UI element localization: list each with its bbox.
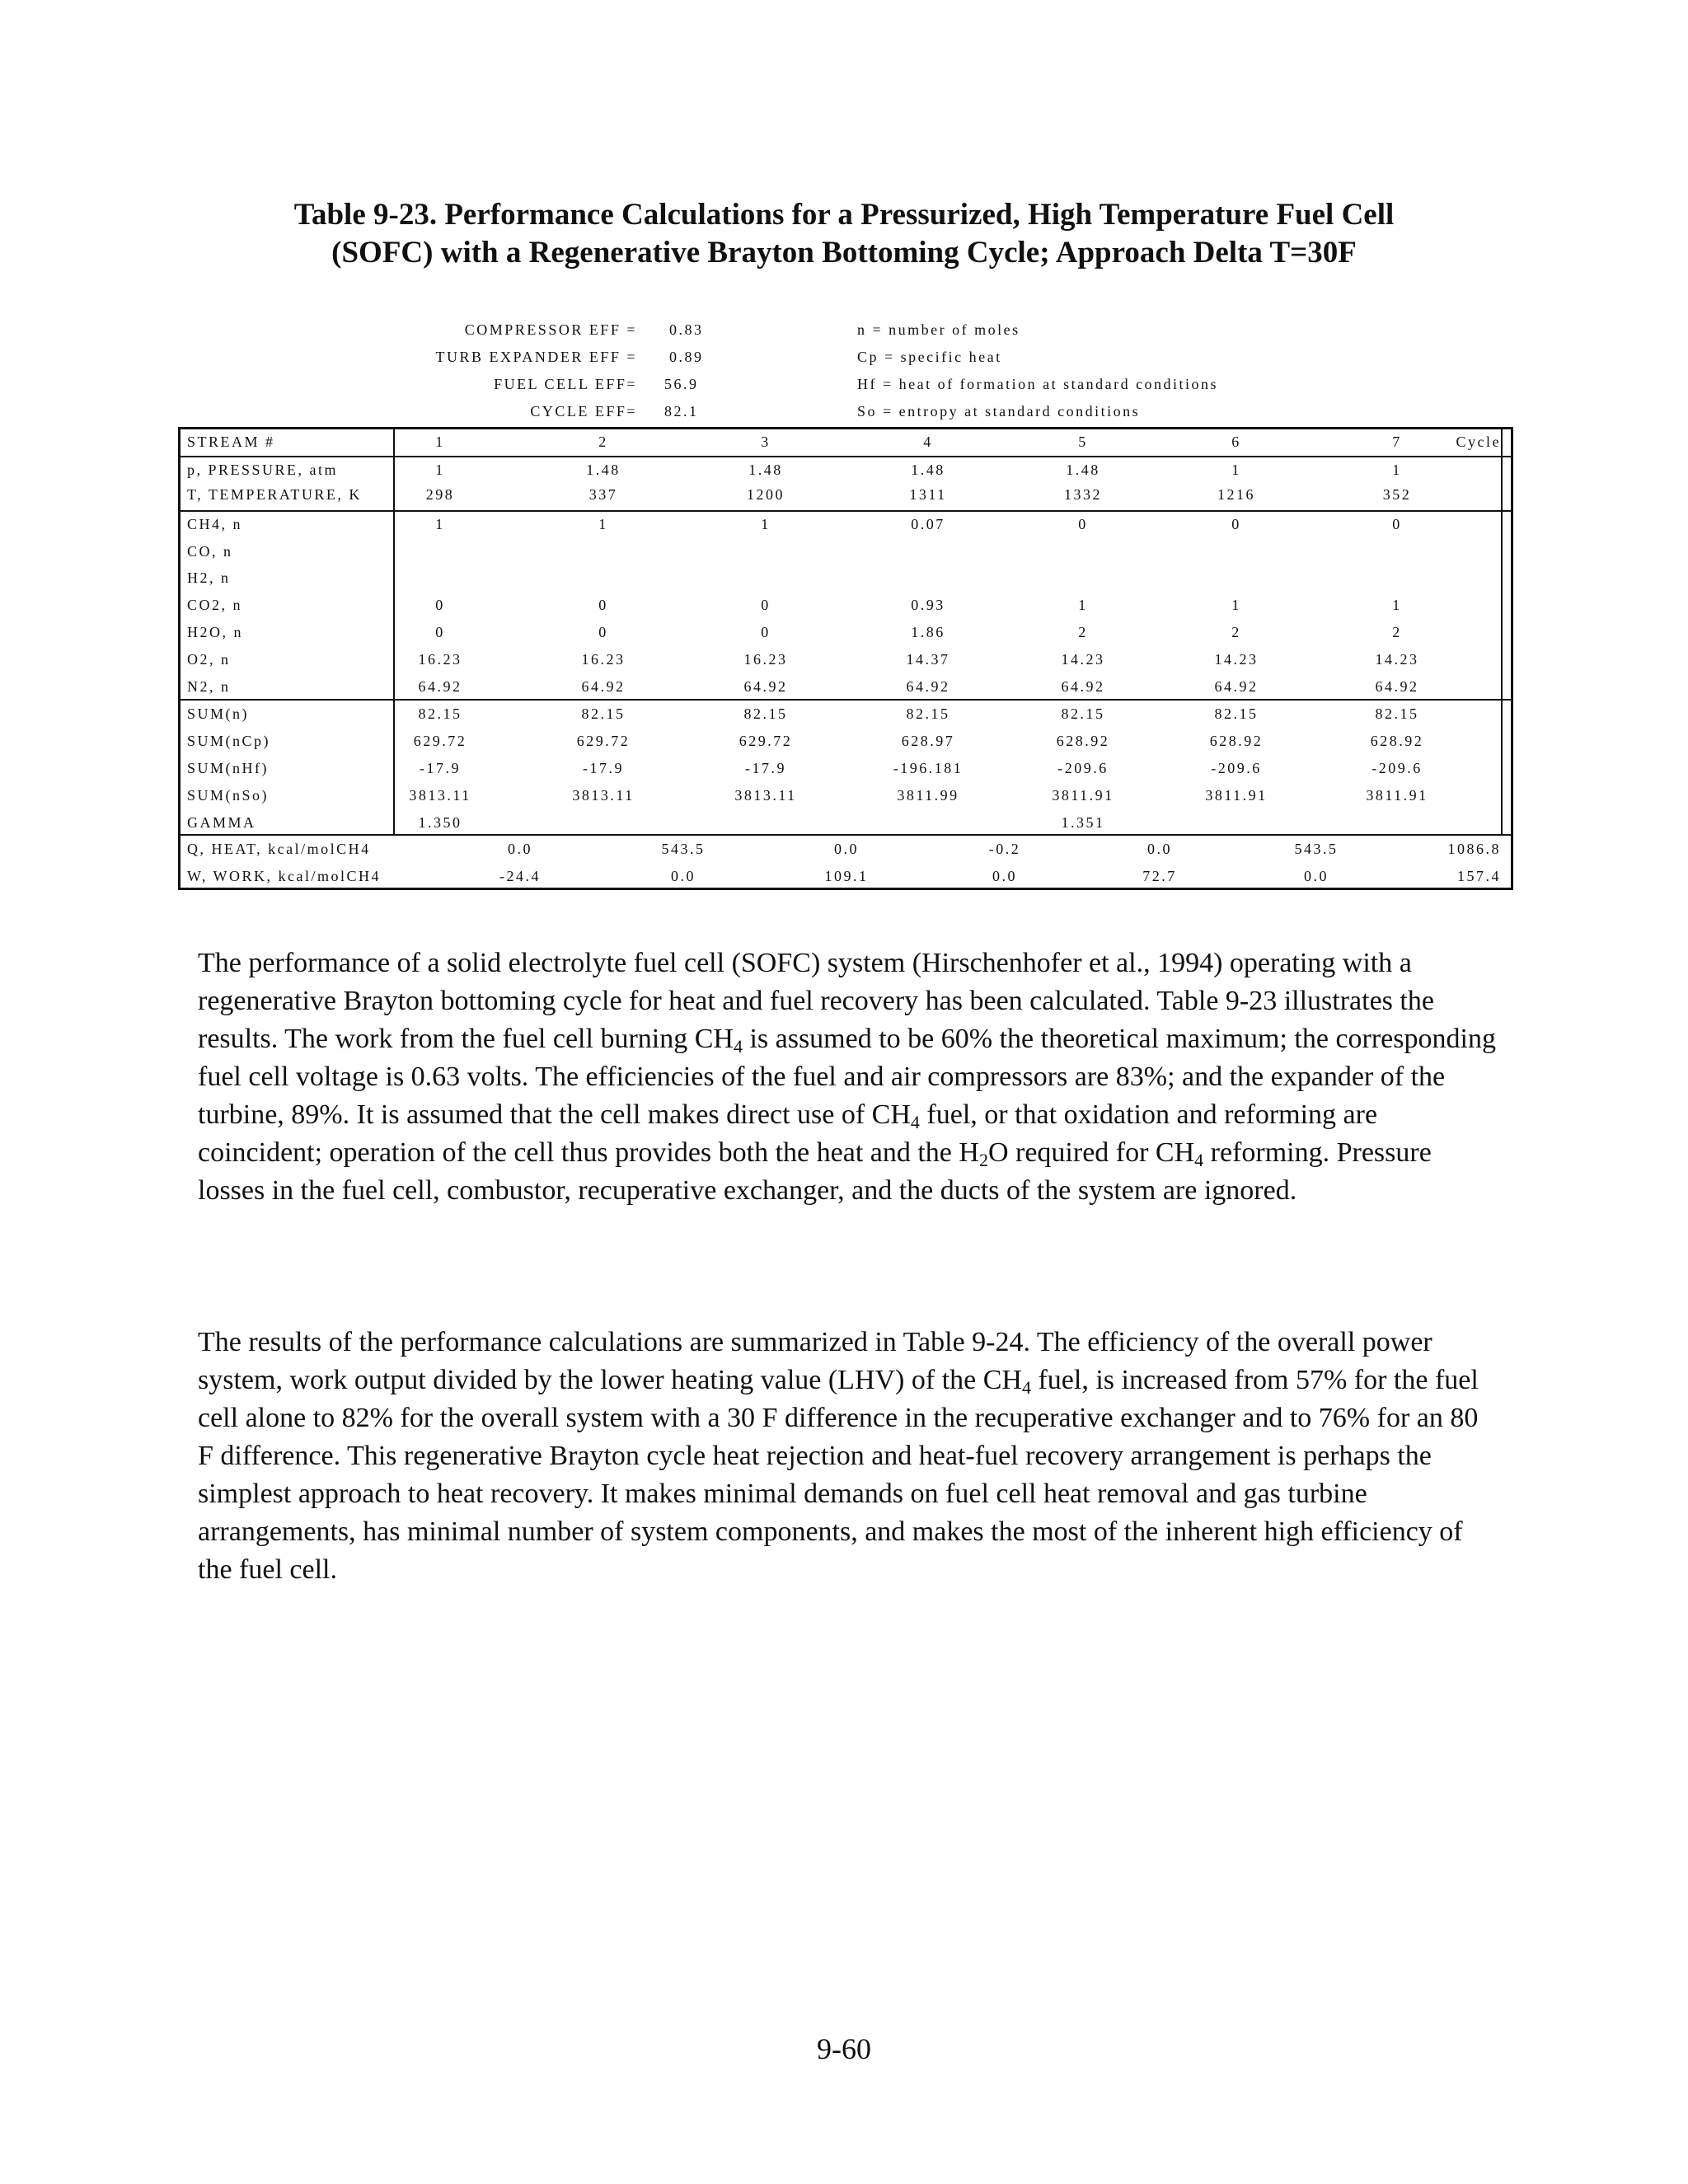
table-cell: 64.92 <box>743 678 788 695</box>
table-cell: 82.15 <box>1214 705 1259 722</box>
paragraph-2: The results of the performance calculations are summarized in Table 9-24. The efficiency of the overall power system, work output divided by the lower heating value (LHV) of the $CH_4$ fuel, is increased from 57% for the fuel cell alone to 82% for the overall system with a 30 F difference in the recuperative exchanger and to 76% for an 80 F difference. This regenerative Brayton cycle heat rejection and heat-fuel recovery arrangement is perhaps the simplest approach to heat recovery. It makes minimal demands on fuel cell heat removal and gas turbine arrangements, has minimal number of system components, and makes the most of the inherent high efficiency of the fuel cell. <box>198 1327 1479 1585</box>
table-cell: 1.48 <box>1066 462 1100 478</box>
table-row-label: CH4, n <box>187 516 243 532</box>
table-row-label: H2O, n <box>187 624 243 640</box>
table-cell: 1 <box>1392 597 1402 613</box>
table-row-label: GAMMA <box>187 814 256 831</box>
param-definition: Hf = heat of formation at standard conditions <box>857 376 1219 392</box>
table-cell: 2 <box>1231 624 1241 640</box>
table-cell: 64.92 <box>418 678 462 695</box>
table-cell: 64.92 <box>1375 678 1419 695</box>
table-row-label: H2, n <box>187 569 231 586</box>
table-cell: 0.93 <box>911 597 945 613</box>
param-definition: n = number of moles <box>857 321 1020 338</box>
heat-cycle-cell: 1086.8 <box>1447 841 1501 857</box>
table-cell: 0 <box>1078 516 1088 532</box>
table-cell: 3811.91 <box>1205 787 1268 804</box>
table-cell: 1 <box>598 516 608 532</box>
table-cell: 1216 <box>1217 486 1255 503</box>
table-cell: 1332 <box>1064 486 1102 503</box>
table-cell: 2 <box>1392 624 1402 640</box>
table-cell: 0 <box>435 597 445 613</box>
table-cell: 0 <box>761 597 771 613</box>
table-cell: 1.48 <box>748 462 783 478</box>
table-row-label: SUM(nHf) <box>187 760 269 776</box>
table-row-label: p, PRESSURE, atm <box>187 462 339 478</box>
table-header-cell: 5 <box>1078 434 1088 450</box>
table-cell: 1 <box>1392 462 1402 478</box>
table-cell: 3813.11 <box>409 787 471 804</box>
table-cell: 1 <box>435 462 445 478</box>
table-cell: 628.92 <box>1056 733 1110 749</box>
table-cell: 64.92 <box>581 678 626 695</box>
table-header-cell: 7 <box>1392 434 1402 450</box>
param-definition: So = entropy at standard conditions <box>857 403 1141 419</box>
table-title-line2: (SOFC) with a Regenerative Brayton Bottoming Cycle; Approach Delta T=30F <box>331 236 1357 269</box>
table-cell: 82.15 <box>906 705 950 722</box>
table-cell: 1 <box>1231 462 1241 478</box>
work-cell: 0.0 <box>1304 868 1329 884</box>
table-cell: -17.9 <box>745 760 786 776</box>
table-cell: 14.23 <box>1061 651 1105 668</box>
table-header-cell: 2 <box>598 434 608 450</box>
table-cell: 1.48 <box>586 462 621 478</box>
table-cell: 82.15 <box>1375 705 1419 722</box>
work-cell: 109.1 <box>824 868 869 884</box>
table-cell: -209.6 <box>1372 760 1423 776</box>
table-cell: 0 <box>1231 516 1241 532</box>
table-cell: 1 <box>1231 597 1241 613</box>
table-cell: 82.15 <box>743 705 788 722</box>
param-definition: Cp = specific heat <box>857 349 1002 365</box>
table-cell: 3811.99 <box>897 787 959 804</box>
table-row-label: SUM(n) <box>187 705 250 722</box>
table-cell: 0 <box>598 597 608 613</box>
table-cell: 14.37 <box>906 651 950 668</box>
work-cell: 72.7 <box>1142 868 1177 884</box>
table-cell: 3811.91 <box>1366 787 1428 804</box>
table-cell: 64.92 <box>1061 678 1105 695</box>
table-cell: 0 <box>1392 516 1402 532</box>
param-label: FUEL CELL EFF= <box>494 376 637 392</box>
table-cell: 82.15 <box>1061 705 1105 722</box>
table-cell: 629.72 <box>576 733 631 749</box>
table-cell: 628.92 <box>1209 733 1264 749</box>
table-cell: 3811.91 <box>1052 787 1114 804</box>
table-cell: 16.23 <box>418 651 462 668</box>
param-value: 56.9 <box>664 376 699 392</box>
table-cell: 1.351 <box>1061 814 1105 831</box>
table-cell: 1311 <box>909 486 947 503</box>
table-cell: 1.350 <box>418 814 462 831</box>
table-cell: 14.23 <box>1214 651 1259 668</box>
heat-row-label: Q, HEAT, kcal/molCH4 <box>187 841 371 857</box>
param-value: 82.1 <box>664 403 699 419</box>
table-header-label: STREAM # <box>187 434 275 450</box>
table-cell: -209.6 <box>1057 760 1109 776</box>
param-label: COMPRESSOR EFF = <box>464 321 637 338</box>
table-title-line1: Table 9-23. Performance Calculations for a Pressurized, High Temperature Fuel Cell <box>293 198 1395 232</box>
table-row-label: N2, n <box>187 678 231 695</box>
table-header-cell: 3 <box>761 434 771 450</box>
table-cell: 1 <box>435 516 445 532</box>
table-row-label: O2, n <box>187 651 231 668</box>
param-label: CYCLE EFF= <box>530 403 637 419</box>
work-cell: 0.0 <box>671 868 696 884</box>
page-number: 9-60 <box>817 2032 871 2065</box>
table-header-cycle: Cycle <box>1456 434 1501 450</box>
heat-cell: 543.5 <box>1294 841 1339 857</box>
table-cell: 64.92 <box>906 678 950 695</box>
table-header-cell: 6 <box>1231 434 1241 450</box>
table-cell: 1 <box>1078 597 1088 613</box>
table-row-label: SUM(nCp) <box>187 733 271 749</box>
heat-cell: -0.2 <box>988 841 1021 857</box>
table-column-divider <box>1501 429 1503 834</box>
work-cell: -24.4 <box>499 868 541 884</box>
table-row-label: CO, n <box>187 543 233 560</box>
table-cell: 1 <box>761 516 771 532</box>
table-cell: 3813.11 <box>734 787 797 804</box>
param-value: 0.89 <box>669 349 704 365</box>
table-cell: -196.181 <box>893 760 964 776</box>
table-cell: 629.72 <box>413 733 467 749</box>
table-cell: 16.23 <box>581 651 626 668</box>
work-row-label: W, WORK, kcal/molCH4 <box>187 868 381 884</box>
table-cell: 2 <box>1078 624 1088 640</box>
table-cell: 14.23 <box>1375 651 1419 668</box>
table-divider <box>181 699 1511 701</box>
table-cell: 0 <box>598 624 608 640</box>
table-cell: 16.23 <box>743 651 788 668</box>
heat-cell: 0.0 <box>834 841 859 857</box>
table-title <box>165 196 1523 272</box>
table-cell: 3813.11 <box>572 787 635 804</box>
work-cell: 0.0 <box>992 868 1017 884</box>
table-cell: 298 <box>425 486 455 503</box>
table-row-label: SUM(nSo) <box>187 787 270 804</box>
table-cell: 352 <box>1382 486 1412 503</box>
param-label: TURB EXPANDER EFF = <box>435 349 637 365</box>
performance-table <box>178 427 1513 890</box>
table-cell: -209.6 <box>1211 760 1262 776</box>
table-cell: 1.48 <box>911 462 945 478</box>
table-row-label: T, TEMPERATURE, K <box>187 486 362 503</box>
heat-cell: 0.0 <box>508 841 532 857</box>
table-cell: 0 <box>435 624 445 640</box>
table-cell: 82.15 <box>418 705 462 722</box>
table-row-label: CO2, n <box>187 597 243 613</box>
table-cell: 0 <box>761 624 771 640</box>
table-header-cell: 4 <box>923 434 933 450</box>
table-cell: 0.07 <box>911 516 945 532</box>
table-cell: 628.92 <box>1370 733 1424 749</box>
work-cycle-cell: 157.4 <box>1457 868 1501 884</box>
table-cell: 628.97 <box>901 733 955 749</box>
table-cell: 1.86 <box>911 624 945 640</box>
table-cell: 337 <box>588 486 618 503</box>
table-cell: 82.15 <box>581 705 626 722</box>
table-header-cell: 1 <box>435 434 445 450</box>
table-cell: 629.72 <box>738 733 793 749</box>
table-cell: 1200 <box>747 486 785 503</box>
table-cell: -17.9 <box>583 760 624 776</box>
param-value: 0.83 <box>669 321 704 338</box>
paragraph-1: The performance of a solid electrolyte fuel cell (SOFC) system (Hirschenhofer et al., 1994) operating with a regenerative Brayton bottoming cycle for heat and fuel recovery has been calculated. Table 9-23 illustrates the results. The work from the fuel cell burning $CH_4$ is assumed to be 60% the theoretical maximum; the corresponding fuel cell voltage is 0.63 volts. The efficiencies of the fuel and air compressors are 83%; and the expander of the turbine, 89%. It is assumed that the cell makes direct use of $CH_4$ fuel, or that oxidation and reforming are coincident; operation of the cell thus provides both the heat and the $H_2O$ required for $CH_4$ reforming. Pressure losses in the fuel cell, combustor, recuperative exchanger, and the ducts of the system are ignored. <box>198 948 1496 1206</box>
table-cell: -17.9 <box>420 760 461 776</box>
heat-cell: 543.5 <box>661 841 706 857</box>
heat-cell: 0.0 <box>1147 841 1172 857</box>
parameters-block <box>0 321 1688 429</box>
table-cell: 64.92 <box>1214 678 1259 695</box>
